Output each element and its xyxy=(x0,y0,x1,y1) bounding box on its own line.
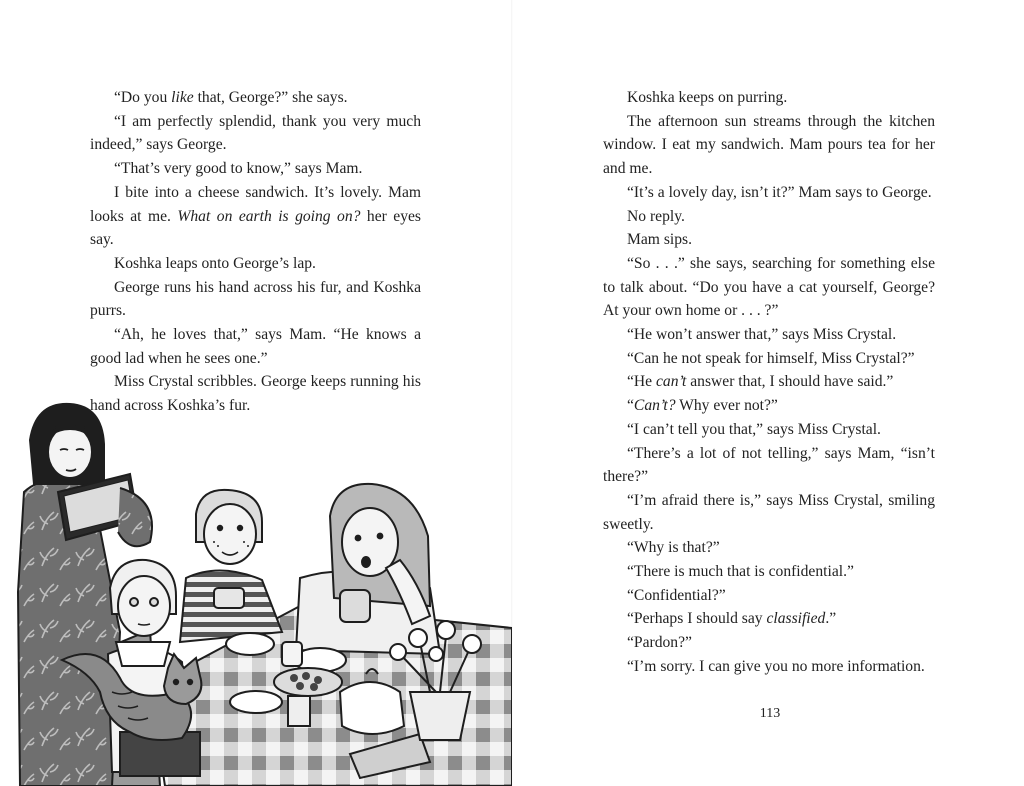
paragraph xyxy=(603,347,935,371)
text-run: “Do you xyxy=(114,89,172,106)
text-run: “Pardon?” xyxy=(627,634,692,652)
boy-freckles xyxy=(180,490,282,642)
paragraph xyxy=(603,560,935,584)
paragraph xyxy=(90,157,421,181)
text-run: George runs his hand across his fur, and Koshka purrs. xyxy=(90,278,421,320)
page-number: 113 xyxy=(759,706,781,721)
paragraph xyxy=(603,536,935,560)
text-run: “That’s very good to know,” says Mam. xyxy=(114,160,363,178)
paragraph xyxy=(603,418,935,442)
paragraph xyxy=(603,607,935,631)
paragraph xyxy=(90,323,421,370)
kitchen-table-illustration xyxy=(0,392,512,786)
text-run: “There is much that is confidential.” xyxy=(627,563,854,581)
text-run: “Confidential?” xyxy=(627,586,726,604)
italic-text: can’t xyxy=(656,373,687,391)
paragraph xyxy=(603,323,935,347)
paragraph xyxy=(603,584,935,608)
italic-text: Can’t? xyxy=(633,397,676,415)
italic-text: classified xyxy=(766,610,826,628)
text-run: I bite into a cheese sandwich. It’s lovely. Mam looks at me. xyxy=(90,183,421,225)
text-run: “He xyxy=(627,373,657,391)
text-run: “So . . .” she says, searching for something else to talk about. “Do you have a cat yourself, George? At your own home or . . . ?” xyxy=(603,254,935,320)
text-run: Mam sips. xyxy=(627,231,692,249)
text-run: The afternoon sun streams through the kitchen window. I eat my sandwich. Mam pours tea for her and me. xyxy=(603,112,935,178)
paragraph xyxy=(603,205,935,229)
paragraph xyxy=(90,276,421,323)
paragraph xyxy=(90,252,421,276)
text-run: .” xyxy=(825,610,837,628)
text-run: No reply. xyxy=(627,207,685,225)
text-run: answer that, I should have said.” xyxy=(686,373,894,391)
text-run: “ xyxy=(627,397,634,415)
paragraph xyxy=(603,489,935,536)
text-run: that, George?” she says. xyxy=(193,89,348,106)
text-run: “I’m afraid there is,” says Miss Crystal, smiling sweetly. xyxy=(603,491,935,533)
paragraph xyxy=(603,394,935,418)
paragraph xyxy=(603,252,935,323)
text-run: “I am perfectly splendid, thank you very much indeed,” says George. xyxy=(90,112,421,154)
paragraph xyxy=(90,181,421,252)
paragraph xyxy=(603,86,935,110)
paragraph xyxy=(603,181,935,205)
text-run: “He won’t answer that,” says Miss Crystal. xyxy=(627,326,897,344)
text-run: “Perhaps I should say xyxy=(627,610,767,628)
text-run: “There’s a lot of not telling,” says Mam, “isn’t there?” xyxy=(603,444,935,486)
paragraph xyxy=(603,631,935,655)
text-run: “I can’t tell you that,” says Miss Crystal. xyxy=(627,420,881,438)
text-run: “It’s a lovely day, isn’t it?” Mam says to George. xyxy=(627,183,932,201)
text-run: Why ever not?” xyxy=(675,397,778,415)
left-page-text xyxy=(90,86,421,418)
text-run: her eyes say. xyxy=(90,207,421,249)
text-run: “Why is that?” xyxy=(627,539,720,557)
paragraph xyxy=(603,655,935,679)
text-run: Miss Crystal scribbles. George keeps running his hand across Koshka’s fur. xyxy=(90,373,421,415)
text-run: Koshka leaps onto George’s lap. xyxy=(114,254,316,272)
paragraph xyxy=(603,110,935,181)
right-page-text xyxy=(603,86,935,679)
paragraph xyxy=(90,86,421,110)
text-run: “Ah, he loves that,” says Mam. “He knows a good lad when he sees one.” xyxy=(90,326,421,367)
italic-text: What on earth is going on? xyxy=(177,207,361,225)
paragraph xyxy=(603,442,935,489)
paragraph xyxy=(603,370,935,394)
text-run: “Can he not speak for himself, Miss Crystal?” xyxy=(627,349,915,367)
text-run: “I’m sorry. I can give you no more information. xyxy=(627,657,925,675)
paragraph xyxy=(90,110,421,157)
paragraph xyxy=(603,228,935,252)
text-run: Koshka keeps on purring. xyxy=(627,89,788,106)
italic-text: like xyxy=(171,89,194,106)
